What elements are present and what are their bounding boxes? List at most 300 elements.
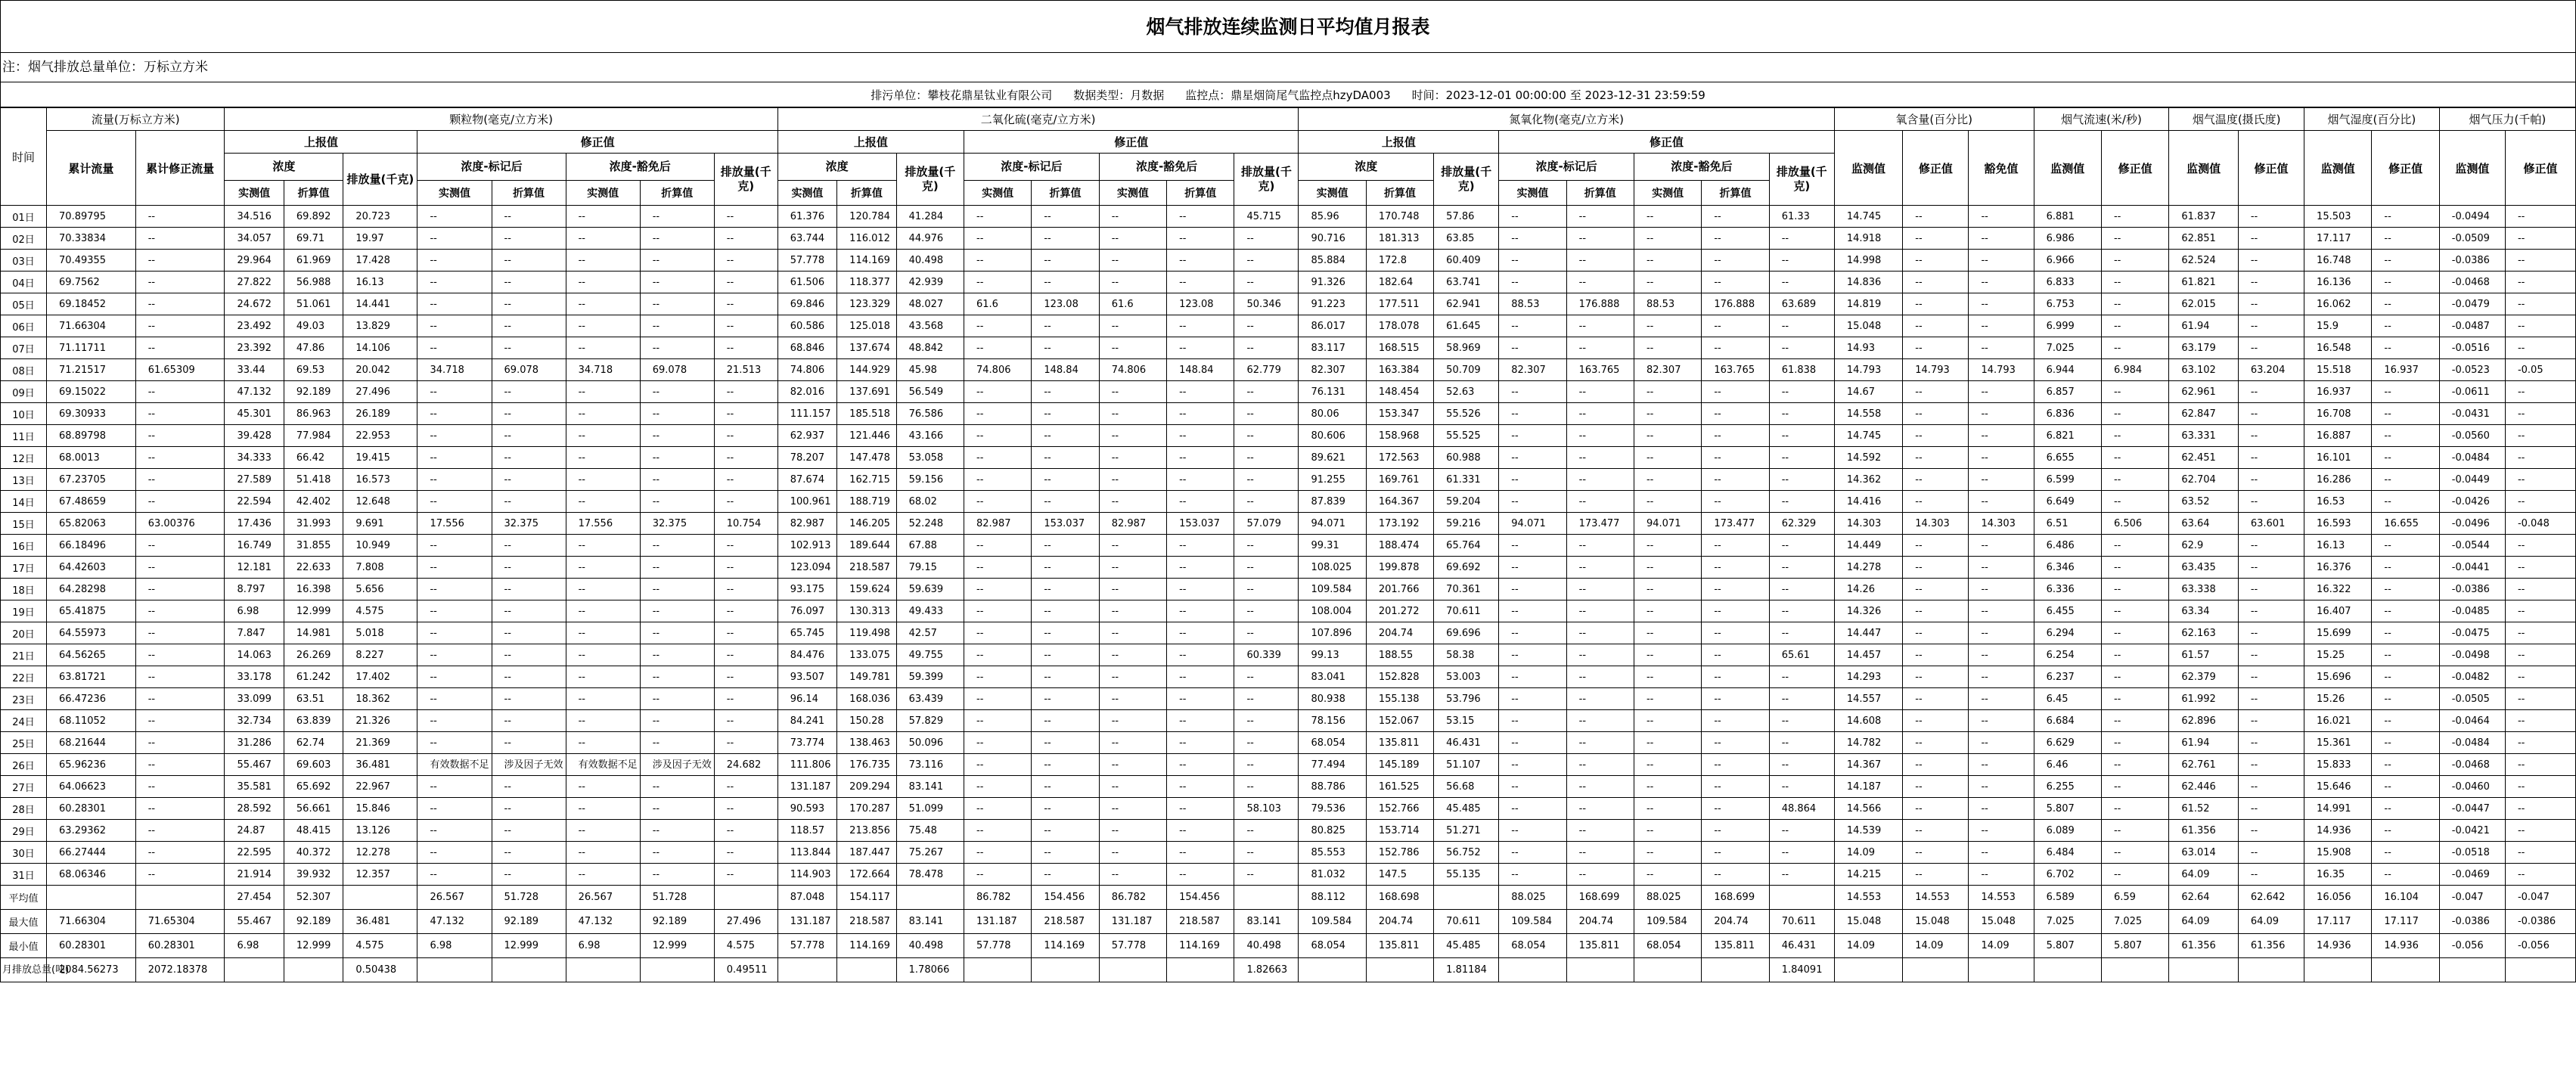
table-cell: 145.189: [1366, 754, 1433, 776]
table-cell: 12.999: [492, 934, 566, 958]
table-cell: --: [2372, 447, 2439, 469]
row-label: 19日: [1, 600, 47, 622]
row-label: 16日: [1, 535, 47, 557]
table-cell: 6.346: [2034, 557, 2101, 579]
table-cell: 71.66304: [47, 315, 136, 337]
table-cell: --: [1769, 315, 1834, 337]
table-cell: 35.581: [225, 776, 284, 798]
table-cell: --: [1032, 206, 1099, 228]
table-cell: --: [1566, 688, 1634, 710]
table-row: [1, 776, 2576, 798]
table-cell: 84.241: [777, 710, 836, 732]
table-cell: --: [714, 600, 777, 622]
table-cell: --: [1167, 622, 1234, 644]
table-cell: --: [1099, 622, 1166, 644]
table-cell: 6.753: [2034, 293, 2101, 315]
table-row: [1, 403, 2576, 425]
table-cell: 15.048: [1834, 315, 1902, 337]
table-cell: 118.377: [837, 272, 896, 293]
table-cell: 213.856: [837, 820, 896, 842]
table-cell: 有效数据不足: [566, 754, 640, 776]
table-cell: 55.467: [225, 910, 284, 934]
table-cell: --: [1234, 381, 1299, 403]
table-cell: --: [1499, 535, 1566, 557]
row-label: 08日: [1, 359, 47, 381]
table-cell: 94.071: [1499, 513, 1566, 535]
table-cell: --: [2101, 820, 2168, 842]
table-cell: --: [2505, 820, 2575, 842]
table-cell: --: [1566, 754, 1634, 776]
table-cell: --: [492, 293, 566, 315]
table-cell: 34.057: [225, 228, 284, 250]
table-cell: 14.326: [1834, 600, 1902, 622]
table-cell: 36.481: [343, 910, 417, 934]
table-cell: 62.779: [1234, 359, 1299, 381]
table-cell: 69.692: [1434, 557, 1499, 579]
table-cell: 14.782: [1834, 732, 1902, 754]
table-row: [1, 337, 2576, 359]
table-cell: 64.28298: [47, 579, 136, 600]
table-cell: 64.06623: [47, 776, 136, 798]
table-cell: --: [1499, 425, 1566, 447]
table-cell: 6.254: [2034, 644, 2101, 666]
table-cell: 49.433: [896, 600, 964, 622]
table-cell: --: [1566, 710, 1634, 732]
row-label: 平均值: [1, 886, 47, 910]
table-cell: 64.09: [2238, 910, 2304, 934]
table-cell: --: [566, 425, 640, 447]
table-cell: 65.745: [777, 622, 836, 644]
table-cell: --: [640, 337, 714, 359]
table-cell: --: [1566, 600, 1634, 622]
header-pm-corrected: 修正值: [417, 131, 777, 154]
table-cell: --: [714, 228, 777, 250]
table-cell: --: [1634, 666, 1701, 688]
table-cell: --: [2505, 250, 2575, 272]
table-cell: 12.648: [343, 491, 417, 513]
table-cell: 14.557: [1834, 688, 1902, 710]
table-cell: 204.74: [1566, 910, 1634, 934]
table-cell: --: [1634, 337, 1701, 359]
table-cell: 56.661: [284, 798, 343, 820]
table-row: [1, 754, 2576, 776]
table-cell: --: [1702, 798, 1769, 820]
table-cell: --: [640, 622, 714, 644]
table-cell: 15.048: [1969, 910, 2034, 934]
table-cell: 153.037: [1032, 513, 1099, 535]
table-cell: --: [1969, 469, 2034, 491]
table-cell: 148.84: [1167, 359, 1234, 381]
table-cell: 15.696: [2304, 666, 2372, 688]
table-cell: 6.655: [2034, 447, 2101, 469]
table-cell: --: [2101, 337, 2168, 359]
table-cell: 109.584: [1634, 910, 1701, 934]
table-cell: --: [1634, 732, 1701, 754]
table-cell: 62.704: [2169, 469, 2239, 491]
header-converted: 折算值: [1167, 181, 1234, 206]
table-cell: --: [2372, 557, 2439, 579]
table-cell: --: [1099, 315, 1166, 337]
table-cell: --: [1099, 864, 1166, 886]
table-cell: --: [566, 447, 640, 469]
table-cell: 6.881: [2034, 206, 2101, 228]
table-cell: 121.446: [837, 425, 896, 447]
table-cell: 62.642: [2238, 886, 2304, 910]
header-velocity: 烟气流速(米/秒): [2034, 108, 2169, 131]
table-cell: 61.242: [284, 666, 343, 688]
table-cell: --: [1634, 776, 1701, 798]
table-cell: 59.399: [896, 666, 964, 688]
table-cell: 14.553: [1834, 886, 1902, 910]
table-cell: 69.71: [284, 228, 343, 250]
table-cell: --: [1634, 469, 1701, 491]
table-cell: --: [417, 250, 492, 272]
table-cell: 66.18496: [47, 535, 136, 557]
table-cell: --: [1234, 600, 1299, 622]
table-cell: 17.117: [2304, 228, 2372, 250]
table-cell: 63.689: [1769, 293, 1834, 315]
table-cell: --: [1167, 710, 1234, 732]
table-cell: 26.189: [343, 403, 417, 425]
table-cell: --: [1234, 491, 1299, 513]
row-label: 18日: [1, 579, 47, 600]
table-cell: 62.163: [2169, 622, 2239, 644]
table-cell: 159.624: [837, 579, 896, 600]
table-cell: 82.016: [777, 381, 836, 403]
table-cell: 6.986: [2034, 228, 2101, 250]
table-cell: 63.51: [284, 688, 343, 710]
table-cell: --: [640, 644, 714, 666]
table-cell: 86.782: [964, 886, 1032, 910]
table-cell: --: [1566, 315, 1634, 337]
table-cell: 41.284: [896, 206, 964, 228]
table-cell: 57.778: [777, 250, 836, 272]
table-cell: 135.811: [1566, 934, 1634, 958]
table-cell: 68.054: [1499, 934, 1566, 958]
row-label: 02日: [1, 228, 47, 250]
table-cell: 6.98: [566, 934, 640, 958]
table-cell: --: [566, 557, 640, 579]
table-cell: --: [1032, 622, 1099, 644]
table-cell: 6.836: [2034, 403, 2101, 425]
table-cell: 138.463: [837, 732, 896, 754]
table-cell: 67.48659: [47, 491, 136, 513]
table-cell: --: [714, 250, 777, 272]
table-cell: 42.939: [896, 272, 964, 293]
table-cell: --: [964, 337, 1032, 359]
table-cell: 61.821: [2169, 272, 2239, 293]
table-cell: 168.036: [837, 688, 896, 710]
table-cell: --: [1167, 337, 1234, 359]
table-cell: --: [1167, 600, 1234, 622]
table-cell: --: [1969, 403, 2034, 425]
table-cell: 40.498: [896, 934, 964, 958]
table-cell: 60.28301: [135, 934, 225, 958]
table-cell: [1634, 958, 1701, 982]
table-cell: --: [964, 535, 1032, 557]
info-unit: 排污单位：攀枝花鼎星钛业有限公司: [871, 88, 1053, 102]
table-cell: --: [1903, 710, 1969, 732]
header-nox-conc: 浓度: [1299, 154, 1434, 181]
table-cell: 158.968: [1366, 425, 1433, 447]
table-cell: 152.786: [1366, 842, 1433, 864]
table-cell: --: [1099, 337, 1166, 359]
table-cell: 188.55: [1366, 644, 1433, 666]
table-cell: --: [1167, 798, 1234, 820]
table-cell: 52.307: [284, 886, 343, 910]
header-hum-corrected: 修正值: [2372, 131, 2439, 206]
table-cell: --: [640, 491, 714, 513]
table-cell: --: [2505, 732, 2575, 754]
row-label: 11日: [1, 425, 47, 447]
table-cell: --: [2372, 425, 2439, 447]
table-cell: --: [1099, 732, 1166, 754]
table-cell: 123.094: [777, 557, 836, 579]
table-cell: --: [2372, 250, 2439, 272]
table-cell: 14.416: [1834, 491, 1902, 513]
table-cell: --: [1969, 754, 2034, 776]
table-cell: 60.339: [1234, 644, 1299, 666]
table-cell: 15.646: [2304, 776, 2372, 798]
table-cell: --: [417, 798, 492, 820]
table-cell: 14.303: [1834, 513, 1902, 535]
table-cell: 92.189: [284, 910, 343, 934]
table-cell: 62.64: [2169, 886, 2239, 910]
table-cell: --: [2238, 272, 2304, 293]
table-cell: 47.132: [225, 381, 284, 403]
table-cell: 135.811: [1702, 934, 1769, 958]
table-cell: --: [2238, 447, 2304, 469]
table-cell: [964, 958, 1032, 982]
table-cell: --: [1969, 491, 2034, 513]
table-cell: --: [1903, 798, 1969, 820]
table-cell: --: [640, 293, 714, 315]
table-cell: 69.603: [284, 754, 343, 776]
table-cell: --: [492, 557, 566, 579]
table-cell: --: [1032, 535, 1099, 557]
table-cell: -0.0560: [2439, 425, 2505, 447]
table-cell: 14.09: [1969, 934, 2034, 958]
header-vel-monitored: 监测值: [2034, 131, 2101, 206]
table-cell: [2101, 958, 2168, 982]
table-cell: --: [1702, 776, 1769, 798]
table-cell: 59.639: [896, 579, 964, 600]
table-row: [1, 820, 2576, 842]
table-cell: --: [2238, 293, 2304, 315]
table-cell: 34.333: [225, 447, 284, 469]
table-row: [1, 513, 2576, 535]
table-cell: 20.042: [343, 359, 417, 381]
table-cell: --: [714, 206, 777, 228]
table-cell: 61.6: [964, 293, 1032, 315]
table-cell: 92.189: [640, 910, 714, 934]
table-row: [1, 622, 2576, 644]
table-cell: 63.85: [1434, 228, 1499, 250]
table-cell: --: [1099, 381, 1166, 403]
table-cell: --: [1969, 776, 2034, 798]
table-cell: 14.215: [1834, 864, 1902, 886]
table-cell: --: [1499, 776, 1566, 798]
table-cell: --: [135, 469, 225, 491]
table-cell: 6.506: [2101, 513, 2168, 535]
table-cell: --: [1566, 491, 1634, 513]
table-cell: 6.59: [2101, 886, 2168, 910]
table-cell: --: [1702, 535, 1769, 557]
table-cell: --: [1234, 864, 1299, 886]
table-cell: --: [1634, 820, 1701, 842]
table-cell: --: [2101, 315, 2168, 337]
table-cell: -0.047: [2439, 886, 2505, 910]
table-cell: 78.478: [896, 864, 964, 886]
table-cell: --: [1099, 600, 1166, 622]
table-cell: --: [135, 579, 225, 600]
table-cell: --: [492, 272, 566, 293]
table-cell: 14.836: [1834, 272, 1902, 293]
table-cell: --: [1702, 820, 1769, 842]
header-nox-upload: 上报值: [1299, 131, 1499, 154]
table-cell: --: [417, 600, 492, 622]
table-cell: --: [1634, 622, 1701, 644]
table-cell: --: [714, 864, 777, 886]
table-cell: 6.629: [2034, 732, 2101, 754]
table-cell: 63.601: [2238, 513, 2304, 535]
table-cell: --: [135, 557, 225, 579]
table-cell: 154.117: [837, 886, 896, 910]
header-measured: 实测值: [1499, 181, 1566, 206]
table-cell: --: [640, 557, 714, 579]
table-cell: 14.449: [1834, 535, 1902, 557]
table-cell: --: [1903, 272, 1969, 293]
table-cell: 15.503: [2304, 206, 2372, 228]
table-cell: 93.175: [777, 579, 836, 600]
table-cell: --: [2372, 228, 2439, 250]
table-cell: 61.6: [1099, 293, 1166, 315]
table-cell: -0.0469: [2439, 864, 2505, 886]
table-cell: --: [1566, 732, 1634, 754]
table-cell: --: [964, 206, 1032, 228]
table-cell: --: [1234, 337, 1299, 359]
table-cell: 88.53: [1634, 293, 1701, 315]
table-cell: 1.78066: [896, 958, 964, 982]
table-cell: 14.981: [284, 622, 343, 644]
table-cell: 14.09: [1903, 934, 1969, 958]
table-cell: 53.796: [1434, 688, 1499, 710]
table-cell: --: [1769, 579, 1834, 600]
table-cell: 16.407: [2304, 600, 2372, 622]
table-cell: 6.599: [2034, 469, 2101, 491]
table-cell: 79.536: [1299, 798, 1366, 820]
table-cell: --: [1167, 842, 1234, 864]
table-cell: 7.025: [2034, 337, 2101, 359]
table-cell: 17.556: [417, 513, 492, 535]
table-cell: --: [1167, 820, 1234, 842]
table-cell: 78.207: [777, 447, 836, 469]
table-cell: --: [1499, 315, 1566, 337]
table-cell: --: [1634, 491, 1701, 513]
header-pm-emission: 排放量(千克): [343, 154, 417, 206]
table-cell: --: [566, 820, 640, 842]
table-row: [1, 688, 2576, 710]
table-cell: --: [1499, 666, 1566, 688]
table-cell: --: [1499, 622, 1566, 644]
header-measured: 实测值: [1099, 181, 1166, 206]
table-cell: --: [417, 732, 492, 754]
table-cell: --: [492, 228, 566, 250]
table-cell: --: [1167, 447, 1234, 469]
table-row: [1, 381, 2576, 403]
table-cell: 涉及因子无效: [640, 754, 714, 776]
table-cell: --: [2101, 754, 2168, 776]
table-cell: 6.255: [2034, 776, 2101, 798]
table-cell: 6.821: [2034, 425, 2101, 447]
table-cell: 188.719: [837, 491, 896, 513]
table-cell: --: [1566, 842, 1634, 864]
table-cell: 62.937: [777, 425, 836, 447]
table-cell: --: [1702, 425, 1769, 447]
table-cell: 61.94: [2169, 732, 2239, 754]
table-cell: 61.356: [2169, 820, 2239, 842]
table-cell: --: [2505, 403, 2575, 425]
table-cell: --: [1903, 557, 1969, 579]
table-cell: --: [2505, 710, 2575, 732]
table-cell: 15.846: [343, 798, 417, 820]
table-cell: 75.48: [896, 820, 964, 842]
table-cell: --: [2372, 622, 2439, 644]
table-cell: 48.864: [1769, 798, 1834, 820]
table-cell: 64.42603: [47, 557, 136, 579]
table-cell: --: [2101, 600, 2168, 622]
table-cell: --: [1032, 381, 1099, 403]
table-cell: 14.278: [1834, 557, 1902, 579]
table-cell: --: [1702, 579, 1769, 600]
table-cell: 123.08: [1167, 293, 1234, 315]
table-cell: --: [135, 776, 225, 798]
header-measured: 实测值: [777, 181, 836, 206]
table-cell: 14.566: [1834, 798, 1902, 820]
table-cell: --: [714, 710, 777, 732]
header-converted: 折算值: [837, 181, 896, 206]
table-cell: 73.116: [896, 754, 964, 776]
table-cell: 22.633: [284, 557, 343, 579]
table-cell: --: [2238, 820, 2304, 842]
table-cell: --: [566, 206, 640, 228]
header-nox-conc-marked: 浓度-标记后: [1499, 154, 1634, 181]
table-cell: 6.45: [2034, 688, 2101, 710]
table-cell: --: [2505, 447, 2575, 469]
table-cell: --: [135, 447, 225, 469]
table-cell: 88.025: [1499, 886, 1566, 910]
table-cell: 14.936: [2372, 934, 2439, 958]
table-cell: -0.047: [2505, 886, 2575, 910]
table-cell: --: [2101, 272, 2168, 293]
table-cell: --: [492, 250, 566, 272]
table-cell: 76.097: [777, 600, 836, 622]
table-cell: -0.0386: [2439, 910, 2505, 934]
table-cell: --: [2505, 666, 2575, 688]
table-cell: 81.032: [1299, 864, 1366, 886]
table-cell: --: [1903, 447, 1969, 469]
table-cell: 66.27444: [47, 842, 136, 864]
table-cell: --: [2101, 864, 2168, 886]
table-cell: --: [2505, 535, 2575, 557]
table-cell: -0.0479: [2439, 293, 2505, 315]
table-cell: --: [2101, 557, 2168, 579]
table-cell: --: [417, 535, 492, 557]
table-cell: --: [1702, 754, 1769, 776]
table-cell: --: [1903, 425, 1969, 447]
table-cell: 109.584: [1499, 910, 1566, 934]
table-cell: --: [1702, 250, 1769, 272]
